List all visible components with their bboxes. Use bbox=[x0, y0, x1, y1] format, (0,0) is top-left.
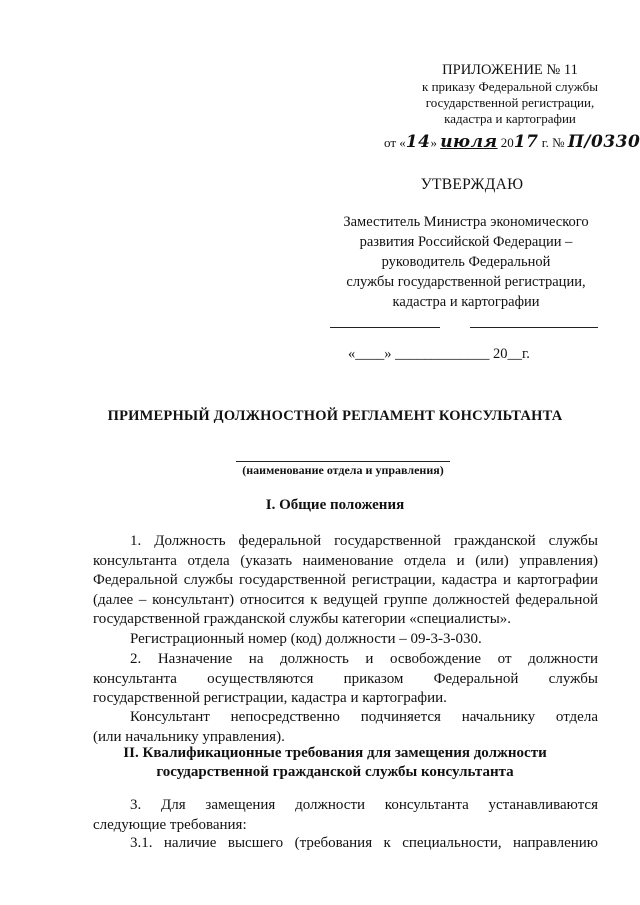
handwritten-month: июля bbox=[440, 132, 498, 152]
paragraph-line: 1. Должность федеральной государственной гражданской службы bbox=[130, 533, 598, 549]
paragraph-line: (или начальнику управления). bbox=[93, 728, 285, 745]
section-1-heading bbox=[40, 496, 630, 515]
section-2-heading bbox=[40, 744, 630, 782]
name-blank bbox=[470, 327, 598, 328]
section-2-heading-line: государственной гражданской службы консультанта bbox=[156, 764, 514, 780]
approver-line: развития Российской Федерации – bbox=[359, 234, 573, 250]
paragraph-line: Федеральной службы государственной регистрации, кадастра и картографии bbox=[93, 572, 598, 588]
paragraph-line: консультанта осуществляются приказом Федеральной службы bbox=[93, 670, 598, 687]
paragraph-line: 3.1. наличие высшего (требования к специальности, направлению bbox=[130, 835, 598, 851]
order-text: 20 bbox=[497, 135, 514, 150]
paragraph-2 bbox=[93, 650, 598, 709]
handwritten-year: 17 bbox=[513, 132, 539, 152]
paragraph-line: следующие требования: bbox=[93, 816, 247, 833]
approver-line: кадастра и картографии bbox=[392, 294, 540, 310]
handwritten-number: П/0330 bbox=[567, 132, 640, 152]
paragraph-subordination bbox=[93, 708, 598, 747]
paragraph-line: (далее – консультант) относится к ведущей группе должностей федеральной bbox=[93, 591, 598, 608]
paragraph-line: консультанта отдела (указать наименование отдела и (или) управления) bbox=[93, 552, 598, 569]
order-date-line bbox=[384, 132, 640, 152]
paragraph-line: государственной регистрации, кадастра и картографии. bbox=[93, 690, 447, 706]
appendix-line: кадастра и картографии bbox=[444, 111, 576, 126]
handwritten-day: 14 bbox=[405, 132, 431, 152]
department-caption: (наименование отдела и управления) bbox=[242, 463, 444, 477]
paragraph-line: Регистрационный номер (код) должности – 09-3-3-030. bbox=[130, 631, 482, 647]
appendix-block bbox=[395, 62, 625, 127]
approval-heading: УТВЕРЖДАЮ bbox=[420, 176, 524, 193]
order-prefix: от « bbox=[384, 135, 406, 150]
appendix-title: ПРИЛОЖЕНИЕ № 11 bbox=[442, 62, 578, 78]
department-blank bbox=[236, 461, 450, 462]
approver-position bbox=[318, 212, 614, 312]
order-text: г. № bbox=[538, 135, 568, 150]
signature-blank bbox=[330, 327, 440, 328]
paragraph-line: 3. Для замещения должности консультанта устанавливаются bbox=[130, 797, 598, 813]
document-title: ПРИМЕРНЫЙ ДОЛЖНОСТНОЙ РЕГЛАМЕНТ КОНСУЛЬТАНТА bbox=[107, 408, 563, 424]
approver-line: службы государственной регистрации, bbox=[346, 274, 586, 290]
approver-line: руководитель Федеральной bbox=[381, 254, 551, 270]
approval-date-blank: «____» _____________ 20__г. bbox=[348, 346, 530, 362]
order-text: » bbox=[430, 135, 441, 150]
approver-line: Заместитель Министра экономического bbox=[343, 214, 589, 230]
paragraph-reg-number bbox=[93, 630, 598, 650]
paragraph-line: 2. Назначение на должность и освобождение от должности bbox=[130, 651, 598, 667]
paragraph-3-1 bbox=[93, 834, 598, 854]
paragraph-line: Консультант непосредственно подчиняется начальнику отдела bbox=[130, 709, 598, 725]
paragraph-1 bbox=[93, 532, 598, 630]
appendix-line: к приказу Федеральной службы bbox=[422, 79, 598, 94]
section-1-heading-text: I. Общие положения bbox=[265, 497, 405, 513]
paragraph-line: государственной гражданской службы категории «специалисты». bbox=[93, 611, 512, 627]
section-2-heading-line: II. Квалификационные требования для замещения должности bbox=[123, 745, 547, 761]
appendix-line: государственной регистрации, bbox=[425, 95, 595, 110]
paragraph-3 bbox=[93, 796, 598, 835]
